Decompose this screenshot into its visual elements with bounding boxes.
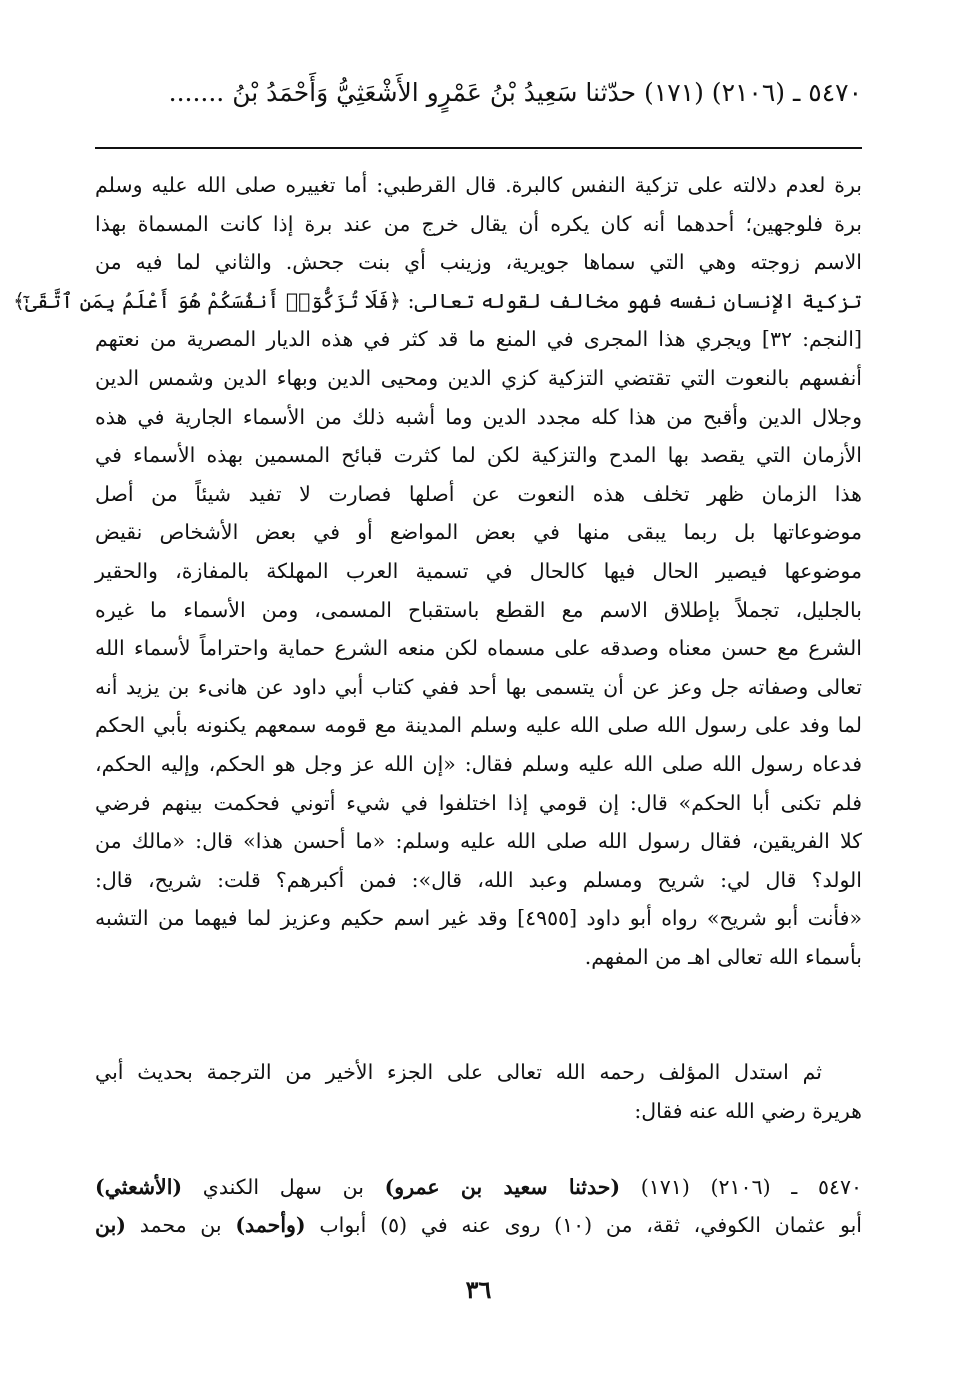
text-line: هريرة رضي الله عنه فقال: [634, 1098, 862, 1123]
narrator-detail: بن سهل الكندي [182, 1175, 385, 1199]
text-line: فدعاه رسول الله صلى الله عليه وسلم فقال: «إن الله عز وجل هو الحكم، وإليه الحكم، [95, 752, 862, 776]
text-line: لما وفد على رسول الله صلى الله عليه وسلم المدينة مع قومه سمعهم يكنونه بأبي الحكم [95, 713, 862, 738]
narrator-bold: (حدثنا سعيد بن عمرو) [384, 1175, 621, 1199]
text-line: موضوعها فيصير الحال فيها كالحال في تسمية العرب المهلكة بالمفازة، والحقير [95, 559, 862, 583]
text-line: فلم تكنى أبا الحكم» قال: إن قومي إذا اختلفوا في شيء أتوني فحكمت بينهم فرضي [95, 790, 862, 815]
text-line: الشرع مع حسن معناه وصدقه على مسماه لكن منعه الشرع حماية واحتراماً لأسماء الله [95, 636, 862, 661]
text-line: هذا الزمان ظهر تخلف هذه النعوت عن أصلها فصارت لا تفيد شيئاً من أصل [95, 481, 862, 506]
text-line: تزكية الإنسان نفسه فهو مخالف لقوله تعالى: ﴿فَلَا تُزَكُّوٓا۟ أَنفُسَكُمْ هُوَ أَعْلَمُ بِمَنِ ٱتَّقَىٰٓ﴾ [13, 288, 862, 313]
text-line: وجلال الدين وأقبح من هذا كله مجدد الدين وما أشبه ذلك من الأسماء الجارية في هذه [95, 404, 862, 429]
text-line: كلا الفريقين، فقال رسول الله صلى الله عليه وسلم: «ما أحسن هذا» قال: «مالك من [95, 829, 862, 854]
text-line: برة فلوجهين؛ أحدهما أنه كان يكره أن يقال خرج من عند برة إذا كانت المسماة بهذا [95, 211, 862, 236]
narrator-bold: (وأحمد) [235, 1213, 306, 1237]
text-line: تعالى وصفاته جل وعز عن أن يتسمى بها أحد ففي كتاب أبي داود عن هانىء بن يزيد أنه [95, 674, 862, 699]
text-line: بأسماء الله تعالى اهـ من المفهم. [584, 945, 862, 969]
text-line: موضوعاتها بل ربما يبقى منها في بعض المواضع أو في بعض الأشخاص نقيض [95, 520, 862, 545]
text-line: برة لعدم دلالته على تزكية النفس كالبرة. قال القرطبي: أما تغييره صلى الله عليه وسلم [95, 173, 862, 197]
running-header: ٥٤٧٠ ـ (٢١٠٦) (١٧١) حدّثنا سَعِيدُ بْنُ عَمْرٍو الأَشْعَثِيُّ وَأَحْمَدُ بْنُ ....... [168, 78, 862, 107]
page-number: ٣٦ [465, 1275, 492, 1304]
narrator-bold: (بن [95, 1213, 127, 1237]
text-line: أنفسهم بالنعوت التي تقتضي التزكية كزي الدين ومحيى الدين وبهاء الدين وشمس الدين [95, 366, 862, 390]
hadith-entry-line-1 [95, 1172, 862, 1202]
text-line: الولد؟ قال لي: شريح ومسلم وعبد الله، قال»: فمن أكبرهم؟ قلت: شريح، قال: [95, 867, 862, 892]
narrator-nisba-bold: (الأشعثي) [95, 1175, 183, 1199]
hadith-number: ٥٤٧٠ ـ (٢١٠٦) (١٧١) [620, 1175, 862, 1199]
narrator-detail: بن محمد [126, 1213, 236, 1237]
text-line: [النجم: ٣٢] ويجري هذا المجرى في المنع ما قد كثر في هذه الديار المصرية من نعتهم [95, 327, 862, 352]
text-line: «فأنت أبو شريح» رواه أبو داود [٤٩٥٥] وقد غير اسم حكيم وعزيز لما فيهما من التشبه [95, 906, 862, 931]
header-rule [95, 147, 862, 149]
text-line: بالجليل، تجملاً بإطلاق الاسم مع القطع باستقباح المسمى، ومن الأسماء ما غيره [95, 597, 862, 622]
narrator-detail: أبو عثمان الكوفي، ثقة، من (١٠) روى عنه في (٥) أبواب [305, 1213, 862, 1237]
text-line: الاسم زوجته وهي التي سماها جويرية، وزينب أي بنت جحش. والثاني لما فيه من [95, 250, 862, 275]
text-line: الأزمان التي يقصد بها المدح والتزكية لكن لما كثرت قبائح المسمين بهذه الأسماء في [95, 443, 862, 468]
hadith-entry-line-2 [95, 1210, 862, 1240]
text-line: ثم استدل المؤلف رحمه الله تعالى على الجزء الأخير من الترجمة بحديث أبي [95, 1060, 822, 1084]
